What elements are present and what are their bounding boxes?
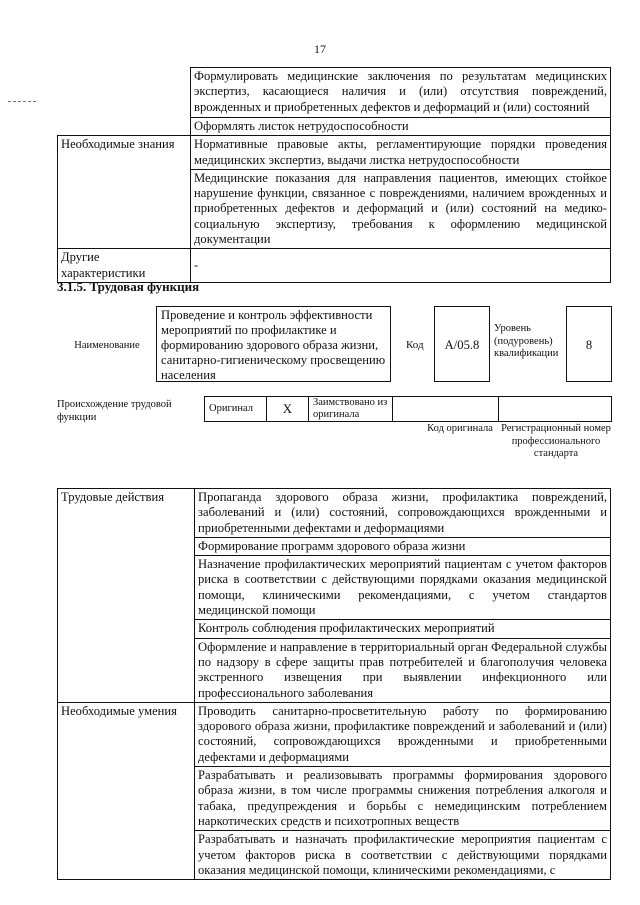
level-box: 8 (566, 306, 612, 382)
row-label: Другие характеристики (58, 249, 191, 283)
table-cell: Медицинские показания для направления пациентов, имеющих стойкое нарушение функции, связанное с повреждениями, наличием врожденных и приобретенных дефектов и деформаций и (или) состояний на медико-социальную экспертизу, требования к оформлению медицинской документации (191, 169, 611, 248)
table-cell: Контроль соблюдения профилактических мероприятий (195, 620, 611, 638)
function-name-box: Проведение и контроль эффективности мероприятий по профилактике и формированию здорового образа жизни, санитарно-гигиеническому просвещению населения (156, 306, 391, 382)
table-row (58, 702, 611, 766)
original-mark: X (267, 397, 309, 421)
table-cell: Формирование программ здорового образа жизни (195, 537, 611, 555)
row-label: Необходимые знания (58, 136, 191, 249)
row-label: Необходимые умения (58, 702, 195, 879)
name-label: Наименование (74, 340, 140, 351)
original-code-label: Код оригинала (427, 423, 493, 434)
table-cell: Формулировать медицинские заключения по результатам медицинских экспертиз, касающиеся наличия и (или) отсутствия повреждений, врожденных и приобретенных дефектов и деформаций и (или) состояний (191, 68, 611, 118)
code-box: A/05.8 (434, 306, 490, 382)
table-cell: - (191, 249, 611, 283)
top-table (57, 67, 611, 283)
table-cell: Назначение профилактических мероприятий пациентам с учетом факторов риска в соответствии с действующими порядками оказания медицинской помощи, клиническими рекомендациями, с учетом стандартов медицинской помощи (195, 556, 611, 620)
table-cell: Разрабатывать и назначать профилактические мероприятия пациентам с учетом факторов риска в соответствии с действующими порядками оказания медицинской помощи, клиническими рекомендациями, с (195, 831, 611, 880)
page-number: 17 (314, 42, 326, 56)
row-label: Трудовые действия (58, 489, 195, 703)
table-row (58, 136, 611, 170)
origin-row (204, 396, 612, 422)
row-label (58, 68, 191, 136)
table-cell: Разрабатывать и реализовывать программы формирования здорового образа жизни, в том числе программы снижения потребления алкоголя и табака, предупреждения и борьбы с немедицинским потреблением наркотических средств и психотропных веществ (195, 767, 611, 831)
level-label: Уровень (подуровень) квалификации (494, 323, 559, 359)
margin-mark (8, 101, 36, 102)
table-cell: Оформление и направление в территориальный орган Федеральной службы по надзору в сфере защиты прав потребителей и благополучия человека экстренного извещения при выявлении инфекционного или профессионального заболевания (195, 638, 611, 702)
reg-number-label: Регистрационный номер профессионального стандарта (501, 423, 611, 459)
borrowed-label: Заимствовано из оригинала (309, 397, 393, 421)
code-label: Код (406, 339, 424, 351)
original-label: Оригинал (205, 397, 267, 421)
table-cell: Пропаганда здорового образа жизни, профилактика повреждений, заболеваний и (или) состояний, сопровождающихся врожденными и приобретенными дефектами и деформациями (195, 489, 611, 538)
table-cell: Проводить санитарно-просветительную работу по формированию здорового образа жизни, профилактике повреждений и заболеваний и (или) состояний, сопровождающихся врожденными и приобретенными дефектами и деформациями (195, 702, 611, 766)
table-row (58, 68, 611, 118)
original-code-cell (393, 397, 499, 421)
table-row (58, 489, 611, 538)
reg-number-cell (499, 397, 611, 421)
origin-label: Происхождение трудовой функции (57, 399, 172, 423)
section-title: 3.1.5. Трудовая функция (57, 279, 200, 294)
bottom-table (57, 488, 611, 880)
table-row (58, 249, 611, 283)
table-cell: Нормативные правовые акты, регламентирующие порядки проведения медицинских экспертиз, выдачи листка нетрудоспособности (191, 136, 611, 170)
table-cell: Оформлять листок нетрудоспособности (191, 118, 611, 136)
